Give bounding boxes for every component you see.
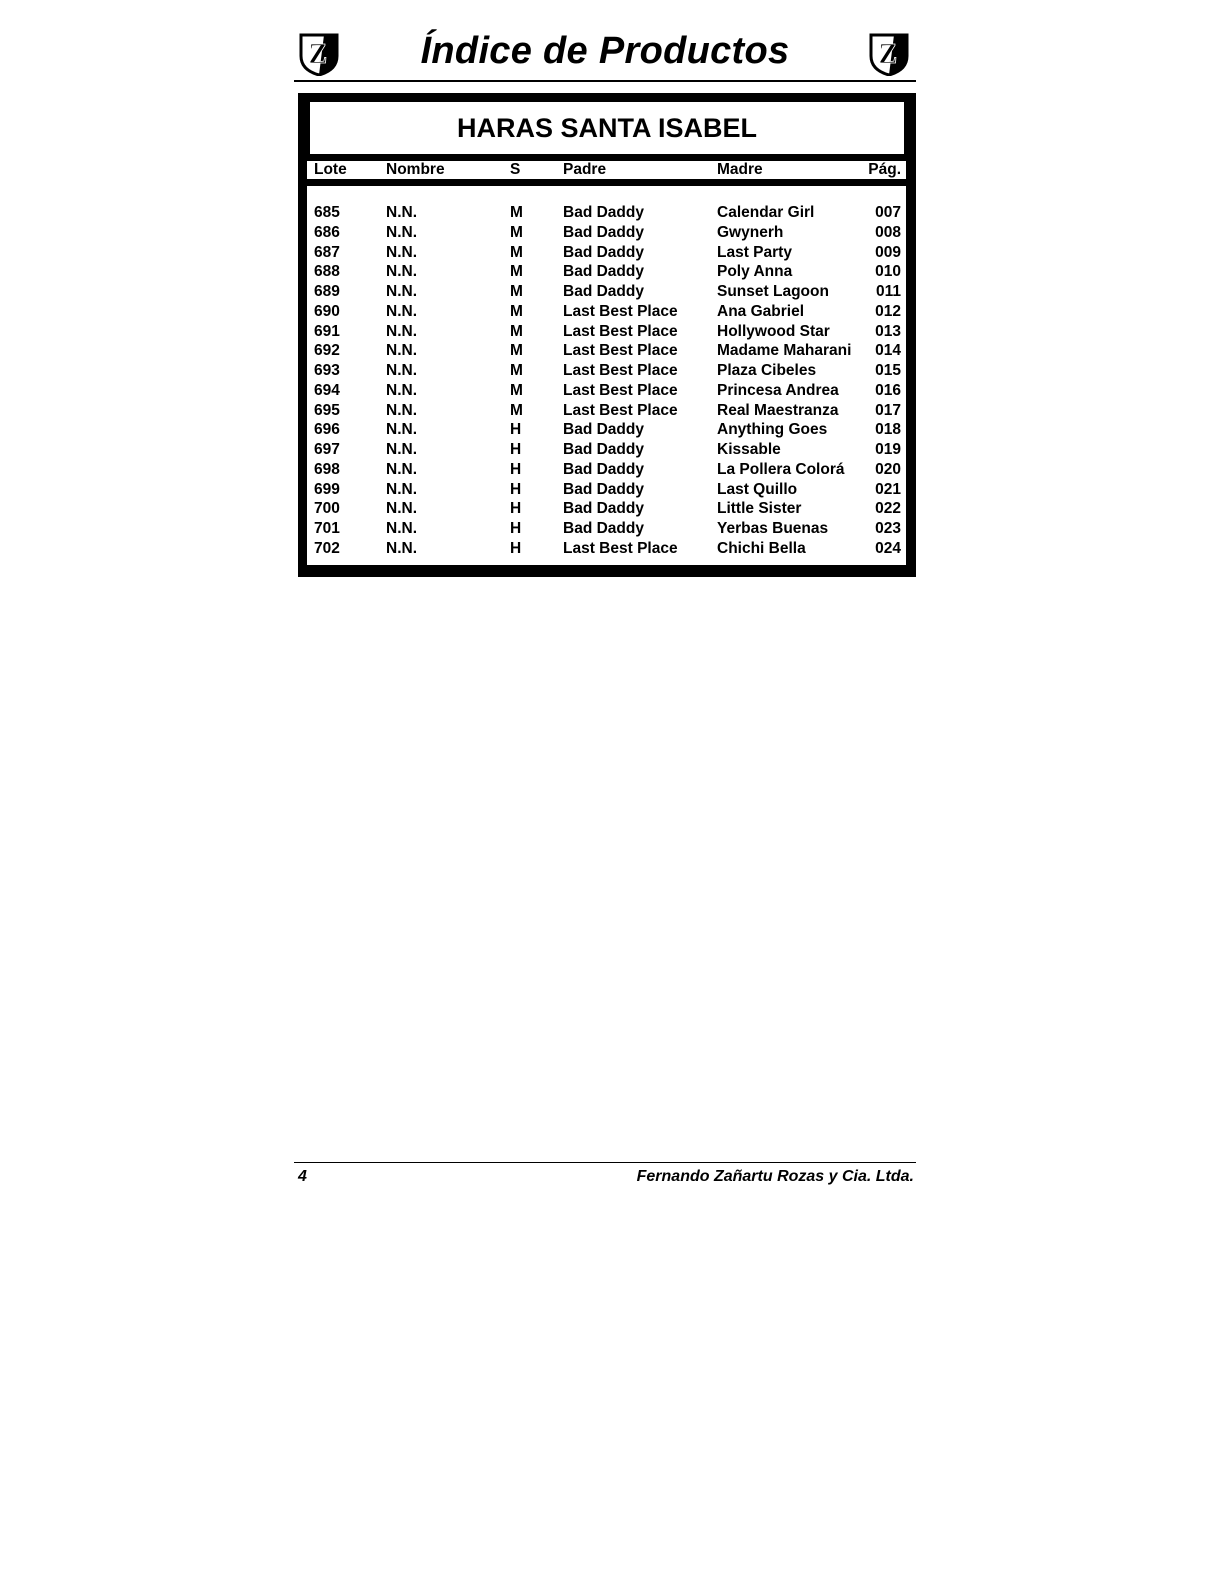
table-row [307,519,906,538]
cell-sexo: M [510,302,523,320]
table-row [307,420,906,439]
cell-madre: Anything Goes [717,421,828,439]
cell-pagina: 018 [875,421,901,439]
table-row [307,282,906,301]
table-row [307,460,906,479]
cell-madre: Last Quillo [717,480,798,498]
footer-rule [294,1162,916,1163]
column-header-nombre: Nombre [386,161,445,178]
cell-nombre: N.N. [386,263,417,281]
cell-sexo: H [510,539,522,557]
cell-pagina: 011 [875,283,901,300]
cell-sexo: H [510,460,522,478]
cell-sexo: M [510,342,523,360]
table-row [307,539,906,558]
cell-nombre: N.N. [386,362,417,379]
cell-pagina: 024 [875,539,901,557]
cell-sexo: M [510,263,523,281]
cell-nombre: N.N. [386,539,417,557]
cell-lote: 692 [314,342,340,360]
page-footer [294,1162,916,1192]
cell-madre: Yerbas Buenas [717,520,829,537]
cell-madre: Last Party [717,243,792,261]
column-header-pagina: Pág. [868,161,901,178]
table-row [307,243,906,262]
page-title: Índice de Productos [420,30,790,72]
cell-pagina: 017 [875,401,901,419]
cell-lote: 686 [314,223,340,241]
cell-padre: Bad Daddy [563,441,644,458]
cell-lote: 696 [314,421,340,439]
cell-pagina: 022 [875,500,901,518]
cell-padre: Bad Daddy [563,283,644,300]
cell-nombre: N.N. [386,322,417,340]
cell-nombre: N.N. [386,500,417,518]
cell-madre: Little Sister [717,500,802,518]
column-header-madre: Madre [717,161,763,178]
cell-madre: Plaza Cibeles [717,362,817,379]
cell-lote: 701 [314,520,340,537]
cell-pagina: 021 [875,480,901,498]
cell-padre: Bad Daddy [563,520,644,537]
cell-nombre: N.N. [386,421,417,439]
cell-lote: 691 [314,322,340,340]
cell-madre: Ana Gabriel [717,302,804,320]
header-rule [294,80,916,82]
cell-pagina: 020 [875,460,901,478]
cell-padre: Last Best Place [563,342,678,360]
cell-lote: 694 [314,381,340,399]
cell-lote: 689 [314,283,340,300]
cell-pagina: 007 [875,204,901,221]
cell-padre: Last Best Place [563,401,678,419]
cell-padre: Last Best Place [563,302,678,320]
cell-lote: 699 [314,480,340,498]
table-header [307,161,906,179]
cell-lote: 697 [314,441,340,458]
svg-text:Z: Z [308,39,328,70]
cell-pagina: 008 [875,223,901,241]
table-row [307,381,906,400]
cell-padre: Bad Daddy [563,500,644,518]
cell-padre: Bad Daddy [563,480,644,498]
cell-madre: Gwynerh [717,223,784,241]
svg-text:Z: Z [878,39,898,70]
cell-nombre: N.N. [386,204,417,221]
cell-lote: 687 [314,243,340,261]
table-row [307,302,906,321]
cell-lote: 698 [314,460,340,478]
cell-nombre: N.N. [386,283,417,300]
cell-sexo: M [510,322,523,340]
cell-madre: Kissable [717,441,781,458]
table-row [307,499,906,518]
cell-sexo: M [510,381,523,399]
cell-madre: Madame Maharani [717,342,852,360]
cell-sexo: M [510,401,523,419]
cell-pagina: 010 [875,263,901,281]
cell-sexo: H [510,441,522,458]
cell-padre: Last Best Place [563,539,678,557]
cell-padre: Bad Daddy [563,204,644,221]
cell-padre: Bad Daddy [563,263,644,281]
cell-sexo: M [510,243,523,261]
cell-padre: Bad Daddy [563,421,644,439]
cell-madre: Hollywood Star [717,322,830,340]
cell-pagina: 016 [875,381,901,399]
company-name: Fernando Zañartu Rozas y Cia. Ltda. [636,1168,914,1185]
table-row [307,440,906,459]
cell-lote: 702 [314,539,340,557]
section-title: HARAS SANTA ISABEL [310,102,904,154]
cell-lote: 690 [314,302,340,320]
cell-padre: Last Best Place [563,381,678,399]
cell-pagina: 012 [875,302,901,320]
cell-sexo: M [510,362,523,379]
table-body [307,186,906,565]
cell-pagina: 009 [875,243,901,261]
cell-nombre: N.N. [386,342,417,360]
cell-madre: Poly Anna [717,263,793,281]
cell-lote: 695 [314,401,340,419]
cell-sexo: M [510,223,523,241]
page-number: 4 [298,1168,307,1185]
cell-pagina: 015 [875,362,901,379]
cell-nombre: N.N. [386,441,417,458]
cell-nombre: N.N. [386,401,417,419]
table-row [307,361,906,380]
cell-pagina: 014 [875,342,901,360]
table-row [307,262,906,281]
cell-sexo: H [510,500,522,518]
cell-pagina: 023 [875,520,901,537]
cell-nombre: N.N. [386,460,417,478]
cell-nombre: N.N. [386,302,417,320]
column-header-lote: Lote [314,161,347,178]
cell-lote: 700 [314,500,340,518]
cell-madre: Sunset Lagoon [717,283,829,300]
cell-padre: Bad Daddy [563,223,644,241]
cell-pagina: 013 [875,322,901,340]
cell-nombre: N.N. [386,223,417,241]
cell-sexo: M [510,204,523,221]
cell-pagina: 019 [875,441,901,458]
cell-sexo: H [510,520,522,537]
cell-sexo: M [510,283,523,300]
product-index-frame [298,93,916,577]
cell-lote: 685 [314,204,340,221]
cell-madre: Princesa Andrea [717,381,839,399]
cell-madre: La Pollera Colorá [717,460,845,478]
cell-lote: 693 [314,362,340,379]
table-row [307,480,906,499]
cell-nombre: N.N. [386,480,417,498]
cell-lote: 688 [314,263,340,281]
table-row [307,322,906,341]
column-header-sexo: S [510,161,521,178]
cell-sexo: H [510,421,522,439]
cell-sexo: H [510,480,522,498]
cell-padre: Bad Daddy [563,460,644,478]
cell-nombre: N.N. [386,243,417,261]
cell-padre: Last Best Place [563,322,678,340]
company-logo-icon [866,32,912,76]
table-row [307,341,906,360]
column-header-padre: Padre [563,161,607,178]
cell-nombre: N.N. [386,381,417,399]
cell-madre: Chichi Bella [717,539,806,557]
cell-padre: Bad Daddy [563,243,644,261]
table-row [307,223,906,242]
page-header [294,28,916,82]
table-row [307,401,906,420]
table-row [307,203,906,222]
cell-madre: Calendar Girl [717,204,815,221]
cell-nombre: N.N. [386,520,417,537]
cell-madre: Real Maestranza [717,401,839,419]
cell-padre: Last Best Place [563,362,678,379]
